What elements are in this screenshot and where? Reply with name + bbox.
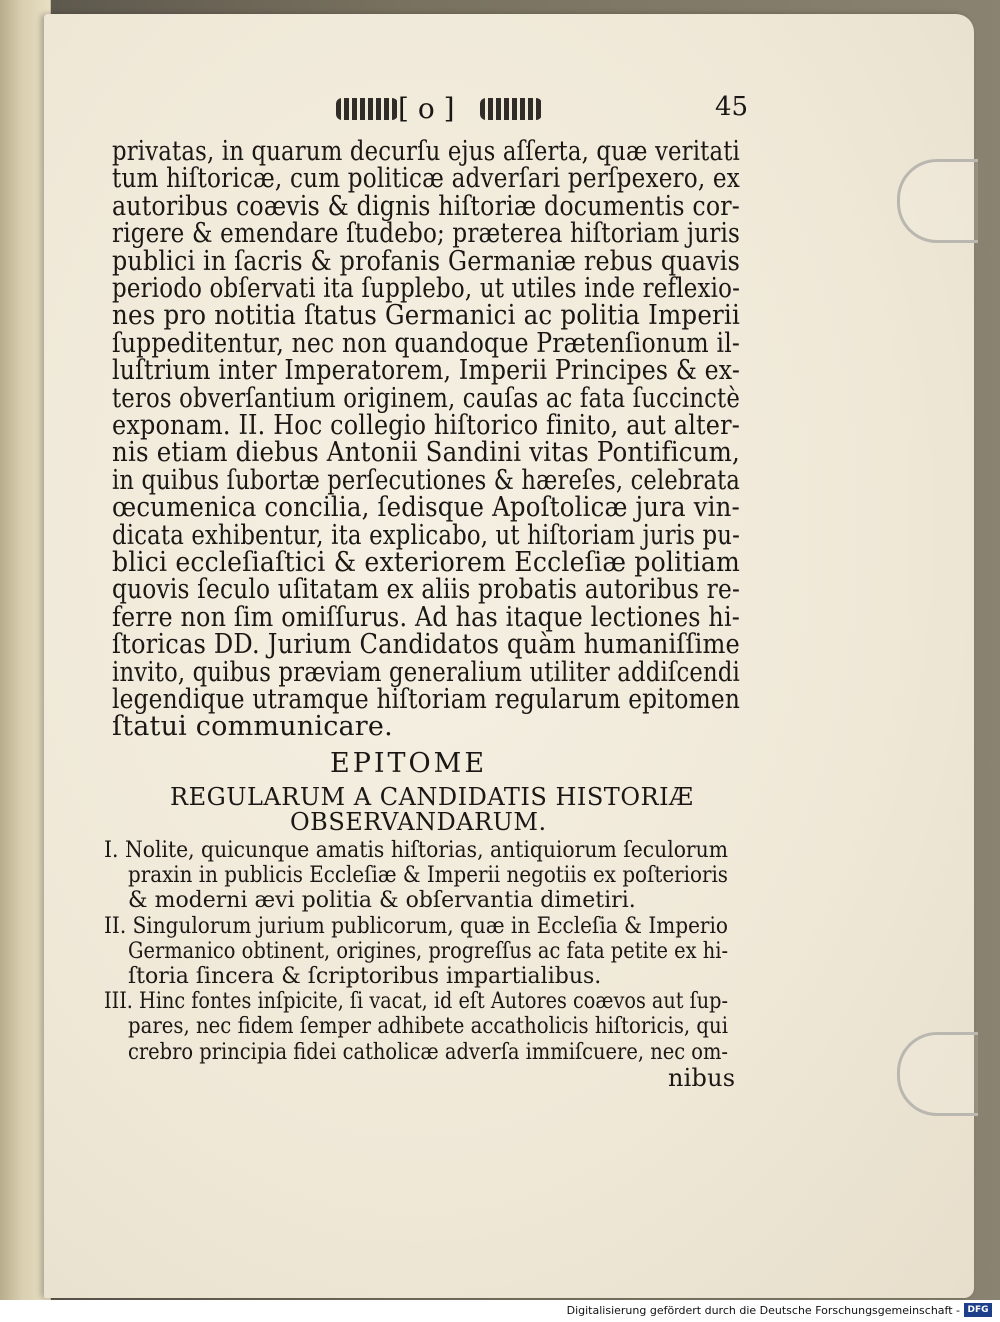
page-clip-top [897,159,978,243]
page-number: 45 [715,92,749,122]
body-line: publici in ſacris & profanis Germaniæ rebus quavis [112,245,740,277]
body-line: luſtrium inter Imperatorem, Imperii Principes & ex- [112,355,740,387]
rule-line: praxin in publicis Eccleſiæ & Imperii negotiis ex poſterioris [128,863,728,889]
body-line: dicata exhibentur, ita explicabo, ut hiſtoriam juris pu- [112,519,740,551]
rule-line: II. Singulorum jurium publicorum, quæ in Eccleſia & Imperio [104,913,728,939]
rule-line: Germanico obtinent, origines, progreſſus ac fata petite ex hi- [128,938,728,964]
body-line: rigere & emendare ſtudebo; præterea hiſtoriam juris [112,218,740,250]
body-line: ferre non ſim omiſſurus. Ad has itaque lectiones hi- [112,601,740,633]
body-line: periodo obſervati ita ſupplebo, ut utiles inde reflexio- [112,273,740,304]
body-line: privatas, in quarum decurſu ejus aſſerta, quæ veritati [112,136,740,167]
body-line: quovis ſeculo uſitatam ex aliis probatis autoribus re- [112,574,740,606]
catchword: nibus [668,1064,736,1092]
body-line: teros obverſantium originem, cauſas ac fata ſuccinctè [112,382,740,414]
rule-line: pares, nec fidem ſemper adhibete accatholicis hiſtoricis, qui [128,1014,728,1040]
body-line: blici eccleſiaſtici & exteriorem Eccleſiæ politiam [112,547,740,578]
footer-credit: Digitalisierung gefördert durch die Deutsche Forschungsgemeinschaft - [566,1304,960,1317]
ornament-left-icon [336,98,398,120]
rule-line: & moderni ævi politia & obſervantia dimetiri. [128,888,636,914]
running-header [330,92,750,128]
rule-line: crebro principia fidei catholicæ adverſa immiſcuere, nec om- [128,1039,728,1065]
body-line: ſuppeditentur, nec non quandoque Prætenſionum il- [112,327,740,359]
section-subtitle-line-1: REGULARUM A CANDIDATIS HISTORIÆ [170,783,694,811]
page-clip-bottom [897,1032,978,1116]
body-line: legendique utramque hiſtoriam regularum epitomen [112,684,740,715]
body-line: autoribus coævis & dignis hiſtoriæ documentis cor- [112,190,740,222]
body-line: in quibus ſubortæ perſecutiones & hæreſes, celebrata [112,464,740,496]
footer-bar [0,1300,1000,1322]
body-line: exponam. II. Hoc collegio hiſtorico finito, aut alter- [112,410,740,441]
rule-line: ſtoria ſincera & ſcriptoribus impartialibus. [128,964,602,989]
body-line: nes pro notitia ſtatus Germanici ac politia Imperii [112,300,740,332]
dfg-logo-icon: DFG [964,1303,992,1317]
rule-line: III. Hinc fontes inſpicite, ſi vacat, id eſt Autores coævos aut ſup- [104,989,728,1015]
body-line: tum hiſtoricæ, cum politicæ adverſari perſpexero, ex [112,163,740,195]
body-line: nis etiam diebus Antonii Sandini vitas Pontificum, [112,437,740,469]
ornament-right-icon [480,98,542,120]
body-line: ſtoricas DD. Jurium Candidatos quàm humaniſſime [112,629,740,661]
section-subtitle-line-2: OBSERVANDARUM. [290,808,547,836]
section-title: EPITOME [330,748,488,779]
body-line: œcumenica concilia, ſedisque Apoſtolicæ jura vin- [112,492,740,524]
body-line: ſtatui communicare. [112,711,393,743]
rule-line: I. Nolite, quicunque amatis hiſtorias, antiquiorum ſeculorum [104,838,728,863]
signature-mark: [ o ] [398,92,455,125]
body-line: invito, quibus præviam generalium utiliter addiſcendi [112,656,740,688]
